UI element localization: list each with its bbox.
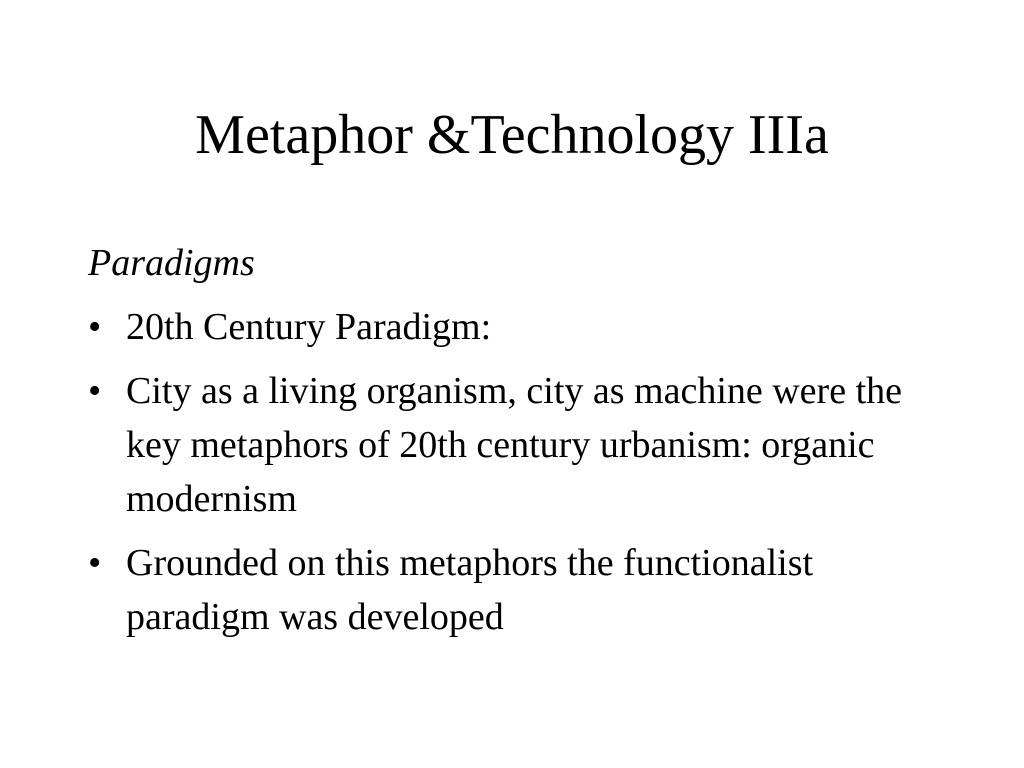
bullet-icon: •	[88, 370, 102, 412]
bullet-text: City as a living organism, city as machine were the key metaphors of 20th century urbanism: organic modernism	[126, 370, 902, 520]
slide-body	[88, 236, 918, 654]
slide-title: Metaphor &Technology IIIa	[195, 104, 829, 166]
bullet-item	[88, 364, 918, 526]
bullet-item	[88, 536, 918, 644]
bullet-list	[88, 300, 918, 644]
bullet-icon: •	[88, 542, 102, 584]
section-subheading: Paradigms	[88, 242, 255, 284]
bullet-item	[88, 300, 918, 354]
bullet-text: 20th Century Paradigm:	[126, 306, 492, 348]
bullet-icon: •	[88, 306, 102, 348]
bullet-text: Grounded on this metaphors the functionalist paradigm was developed	[126, 542, 814, 638]
